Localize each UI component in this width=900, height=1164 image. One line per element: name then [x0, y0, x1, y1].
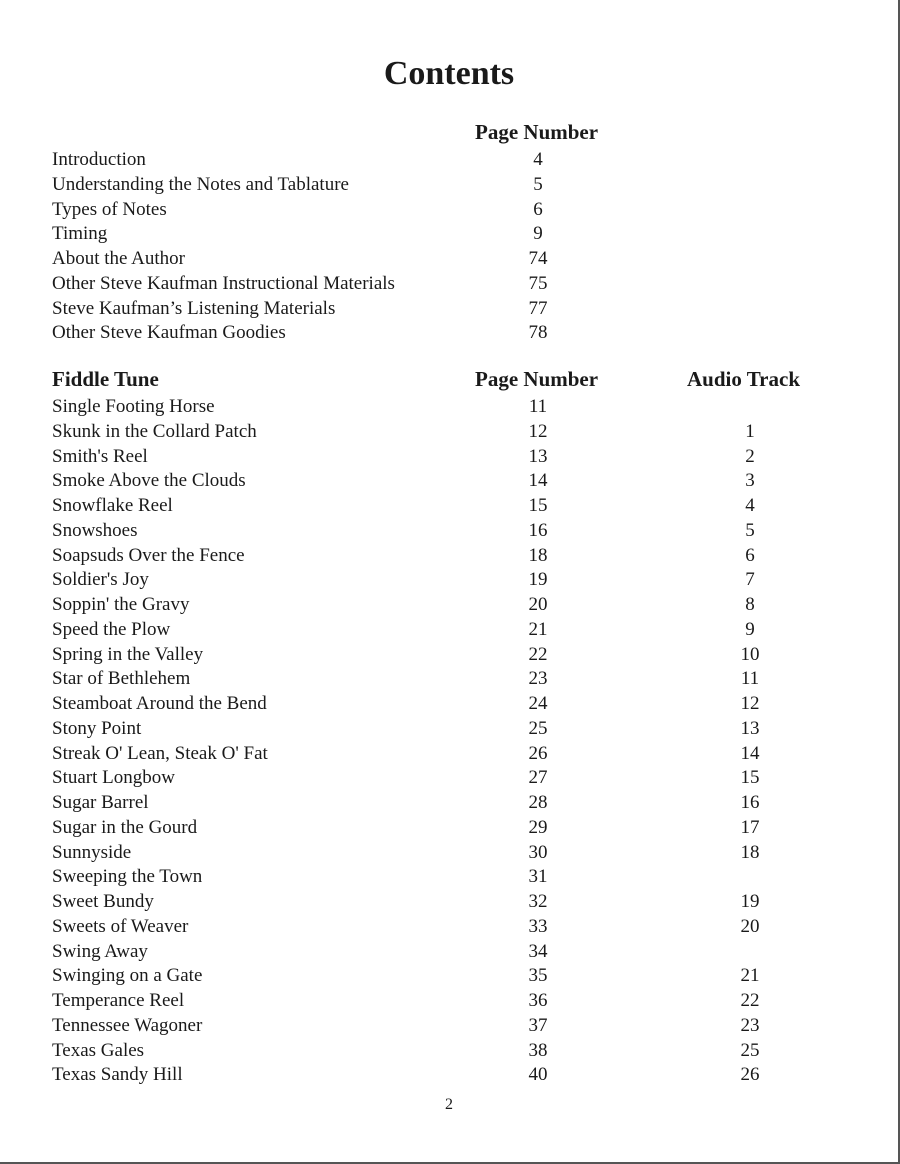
tune-name: Sugar Barrel: [52, 792, 149, 813]
page-number: 77: [528, 297, 548, 319]
audio-track-number: 9: [745, 618, 755, 640]
tune-name: Stony Point: [52, 717, 142, 739]
tune-name: Sunnyside: [52, 841, 132, 863]
tune-name: Smith's Reel: [52, 445, 148, 467]
page-number: 13: [528, 445, 548, 467]
page-number: 24: [528, 693, 548, 714]
contents-row: [0, 148, 898, 173]
page-number: 27: [528, 767, 548, 789]
tune-name: Streak O' Lean, Steak O' Fat: [52, 742, 268, 764]
entry-name: Other Steve Kaufman Instructional Materials: [52, 272, 395, 294]
page-number: 23: [528, 668, 548, 690]
entry-name: Introduction: [52, 149, 146, 170]
page-number: 34: [528, 940, 548, 962]
tune-row: [0, 618, 898, 643]
page-number: 30: [528, 841, 548, 863]
audio-track-number: 15: [740, 767, 760, 789]
tune-name: Single Footing Horse: [52, 396, 215, 417]
page-number: 40: [528, 1064, 548, 1086]
contents-row: [0, 321, 898, 346]
tune-row: [0, 667, 898, 692]
page-number: 38: [528, 1039, 548, 1061]
entry-name: Timing: [52, 223, 108, 245]
audio-track-number: 12: [740, 693, 760, 714]
tune-name: Star of Bethlehem: [52, 668, 191, 690]
tune-name: Texas Gales: [52, 1039, 145, 1061]
audio-track-number: 1: [745, 420, 755, 442]
tune-row: [0, 643, 898, 668]
tune-row: [0, 940, 898, 965]
audio-track-number: 6: [745, 544, 755, 566]
tune-name: Tennessee Wagoner: [52, 1014, 203, 1036]
audio-track-number: 22: [740, 990, 760, 1011]
page-number: 21: [528, 618, 548, 640]
page-title: Contents: [383, 55, 515, 92]
page-number: 25: [528, 717, 548, 739]
tune-row: [0, 469, 898, 494]
contents-row: [0, 297, 898, 322]
entry-name: Understanding the Notes and Tablature: [52, 173, 349, 195]
tune-row: [0, 568, 898, 593]
tune-name: Steamboat Around the Bend: [52, 693, 267, 714]
page-number-footer: 2: [445, 1096, 453, 1113]
audio-track-number: 5: [745, 519, 755, 541]
page-number: 74: [528, 248, 548, 269]
page-number: 19: [528, 569, 548, 591]
tune-name: Skunk in the Collard Patch: [52, 420, 257, 442]
audio-track-number: 17: [740, 816, 760, 838]
page-number: 32: [528, 891, 548, 912]
tune-row: [0, 915, 898, 940]
fiddle-tune-header: Fiddle Tune: [52, 367, 159, 391]
entry-name: About the Author: [52, 248, 185, 269]
contents-row: [0, 173, 898, 198]
tunes-page-number-header: Page Number: [475, 367, 599, 391]
page-number: 5: [533, 173, 543, 195]
audio-track-number: 19: [740, 891, 760, 912]
fiddle-tune-list: [0, 395, 898, 1088]
audio-track-number: 26: [740, 1064, 760, 1086]
audio-track-number: 23: [740, 1014, 760, 1036]
audio-track-number: 11: [740, 668, 760, 690]
tune-row: [0, 742, 898, 767]
page-number: 4: [533, 149, 543, 170]
contents-row: [0, 222, 898, 247]
tune-name: Texas Sandy Hill: [52, 1064, 183, 1086]
tune-row: [0, 420, 898, 445]
audio-track-number: 4: [745, 495, 755, 516]
page-number: 12: [528, 420, 548, 442]
audio-track-number: 18: [740, 841, 760, 863]
audio-track-number: 3: [745, 470, 755, 492]
page-number: 37: [528, 1014, 548, 1036]
page-number: 36: [528, 990, 548, 1011]
page-number: 14: [528, 470, 548, 492]
tune-row: [0, 890, 898, 915]
audio-track-number: 20: [740, 915, 760, 937]
tune-row: [0, 989, 898, 1014]
tune-name: Swinging on a Gate: [52, 965, 203, 987]
page-number: 29: [528, 816, 548, 838]
tune-name: Soapsuds Over the Fence: [52, 544, 245, 566]
page-number: 20: [528, 594, 548, 615]
page-number: 22: [528, 643, 548, 665]
tune-row: [0, 816, 898, 841]
tune-row: [0, 1039, 898, 1064]
tune-name: Spring in the Valley: [52, 643, 204, 665]
intro-list: [0, 148, 898, 346]
tune-name: Sugar in the Gourd: [52, 816, 198, 838]
audio-track-number: 8: [745, 594, 755, 615]
tune-name: Snowshoes: [52, 519, 138, 541]
tune-row: [0, 544, 898, 569]
audio-track-number: 2: [745, 445, 755, 467]
entry-name: Other Steve Kaufman Goodies: [52, 322, 286, 344]
tune-row: [0, 519, 898, 544]
tune-row: [0, 395, 898, 420]
intro-page-number-header: Page Number: [475, 120, 599, 144]
tune-row: [0, 692, 898, 717]
tune-name: Stuart Longbow: [52, 767, 175, 789]
tune-row: [0, 841, 898, 866]
audio-track-number: 16: [740, 792, 760, 813]
tune-row: [0, 964, 898, 989]
tune-row: [0, 593, 898, 618]
tune-row: [0, 791, 898, 816]
entry-name: Types of Notes: [52, 198, 167, 220]
page-number: 35: [528, 965, 548, 987]
audio-track-number: 25: [740, 1039, 760, 1061]
tune-row: [0, 445, 898, 470]
page-number: 78: [528, 322, 548, 344]
tune-name: Smoke Above the Clouds: [52, 470, 246, 492]
tune-row: [0, 1063, 898, 1088]
tune-name: Snowflake Reel: [52, 495, 173, 516]
page-number: 15: [528, 495, 548, 516]
page-number: 9: [533, 223, 543, 245]
page-number: 31: [528, 866, 548, 888]
audio-track-number: 7: [745, 569, 755, 591]
audio-track-number: 14: [740, 742, 760, 764]
contents-row: [0, 247, 898, 272]
page-number: 28: [528, 792, 548, 813]
page-number: 26: [528, 742, 548, 764]
tune-name: Sweeping the Town: [52, 866, 203, 888]
tune-name: Soldier's Joy: [52, 569, 149, 591]
contents-row: [0, 272, 898, 297]
page-number: 75: [528, 272, 548, 294]
tune-name: Temperance Reel: [52, 990, 185, 1011]
contents-row: [0, 198, 898, 223]
tune-name: Sweets of Weaver: [52, 915, 189, 937]
tune-row: [0, 766, 898, 791]
tune-name: Sweet Bundy: [52, 891, 154, 912]
page-number: 6: [533, 198, 543, 220]
tune-name: Soppin' the Gravy: [52, 594, 190, 615]
audio-track-number: 21: [740, 965, 760, 987]
page-number: 11: [528, 396, 548, 417]
page-number: 33: [528, 915, 548, 937]
tune-name: Speed the Plow: [52, 618, 171, 640]
tune-row: [0, 717, 898, 742]
audio-track-header: Audio Track: [687, 367, 800, 391]
audio-track-number: 10: [740, 643, 760, 665]
entry-name: Steve Kaufman’s Listening Materials: [52, 297, 336, 319]
tune-row: [0, 494, 898, 519]
tune-name: Swing Away: [52, 940, 148, 962]
page-number: 18: [528, 544, 548, 566]
tune-row: [0, 865, 898, 890]
tune-row: [0, 1014, 898, 1039]
page-number: 16: [528, 519, 548, 541]
audio-track-number: 13: [740, 717, 760, 739]
